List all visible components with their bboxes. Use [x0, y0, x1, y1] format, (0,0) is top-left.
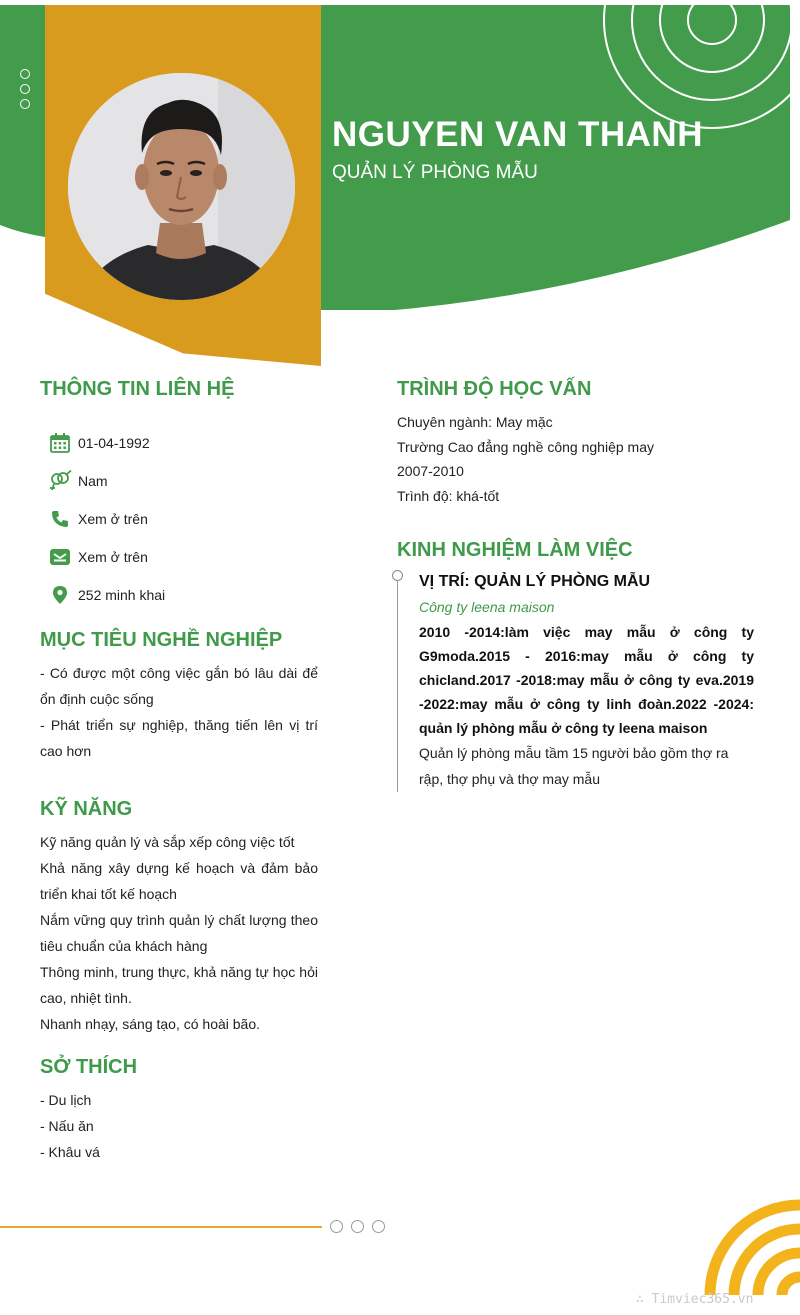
- experience-company: Công ty leena maison: [419, 599, 555, 615]
- skill-line: Nhanh nhạy, sáng tạo, có hoài bão.: [40, 1016, 261, 1032]
- hobby-line: - Du lịch: [40, 1092, 92, 1108]
- skill-line: Khả năng xây dựng kế hoạch và đảm bảo triển khai tốt kế hoạch: [40, 860, 318, 902]
- hobbies-section-title: SỞ THÍCH: [40, 1056, 138, 1078]
- objective-line: - Phát triển sự nghiệp, thăng tiến lên vị trí cao hơn: [40, 717, 318, 759]
- skill-line: Thông minh, trung thực, khả năng tự học hỏi cao, nhiệt tình.: [40, 964, 318, 1006]
- calendar-icon: [48, 431, 72, 455]
- experience-position: VỊ TRÍ: QUẢN LÝ PHÒNG MẪU: [419, 573, 651, 590]
- contact-item-birthdate: [48, 424, 165, 462]
- phone-icon: [48, 507, 72, 531]
- candidate-name: NGUYEN VAN THANH: [332, 115, 703, 154]
- profile-photo: [68, 73, 295, 300]
- education-content: [397, 410, 757, 509]
- objective-section-title: MỤC TIÊU NGHỀ NGHIỆP: [40, 629, 283, 651]
- footer-dots: [330, 1220, 385, 1233]
- education-line: Trường Cao đẳng nghề công nghiệp may: [397, 438, 654, 455]
- education-line: 2007-2010: [397, 463, 464, 480]
- skill-line: Nắm vững quy trình quản lý chất lượng theo tiêu chuẩn của khách hàng: [40, 912, 318, 954]
- skill-line: Kỹ năng quản lý và sắp xếp công việc tốt: [40, 834, 295, 850]
- watermark: ∴ Timviec365.vn: [636, 1292, 754, 1307]
- contact-item-address: [48, 576, 165, 614]
- footer-line: [0, 1226, 322, 1228]
- contact-section-title: THÔNG TIN LIÊN HỆ: [40, 378, 235, 400]
- contact-list: [48, 424, 165, 614]
- education-section-title: TRÌNH ĐỘ HỌC VẤN: [397, 378, 592, 400]
- contact-item-phone: [48, 500, 165, 538]
- timeline-line: [397, 577, 398, 792]
- experience-history: 2010 -2014:làm việc may mẫu ở công ty G9moda.2015 - 2016:may mẫu ở công ty chicland.2017 -2018:may mẫu ở công ty eva.2019 -2022:may mẫu ở công ty linh đoàn.2022 -2024: quản lý phòng mẫu ở công ty leena maison: [419, 624, 754, 736]
- contact-text: Xem ở trên: [78, 511, 148, 527]
- timeline-dot: [392, 570, 403, 581]
- contact-text: Nam: [78, 473, 108, 489]
- footer-decorative-arcs: [700, 1195, 800, 1295]
- contact-text: 252 minh khai: [78, 587, 166, 603]
- objective-content: [40, 660, 318, 764]
- education-line: Chuyên ngành: May mặc: [397, 414, 553, 430]
- experience-section-title: KINH NGHIỆM LÀM VIỆC: [397, 539, 633, 561]
- hobbies-content: [40, 1087, 318, 1165]
- contact-item-email: [48, 538, 165, 576]
- candidate-role: QUẢN LÝ PHÒNG MẪU: [332, 162, 538, 183]
- objective-line: - Có được một công việc gắn bó lâu dài để ổn định cuộc sống: [40, 665, 318, 707]
- gender-icon: [48, 469, 72, 493]
- skills-content: [40, 829, 318, 1037]
- hobby-line: - Khâu vá: [40, 1144, 100, 1160]
- contact-item-gender: [48, 462, 165, 500]
- side-dots: [20, 69, 30, 109]
- contact-text: Xem ở trên: [78, 549, 148, 565]
- experience-description: Quản lý phòng mẫu tầm 15 người bảo gồm thợ ra rập, thợ phụ và thợ may mẫu: [419, 745, 729, 787]
- contact-text: 01-04-1992: [78, 435, 150, 451]
- email-icon: [48, 545, 72, 569]
- hobby-line: - Nấu ăn: [40, 1118, 94, 1134]
- skills-section-title: KỸ NĂNG: [40, 798, 133, 820]
- education-line: Trình độ: khá-tốt: [397, 488, 500, 505]
- location-icon: [48, 583, 72, 607]
